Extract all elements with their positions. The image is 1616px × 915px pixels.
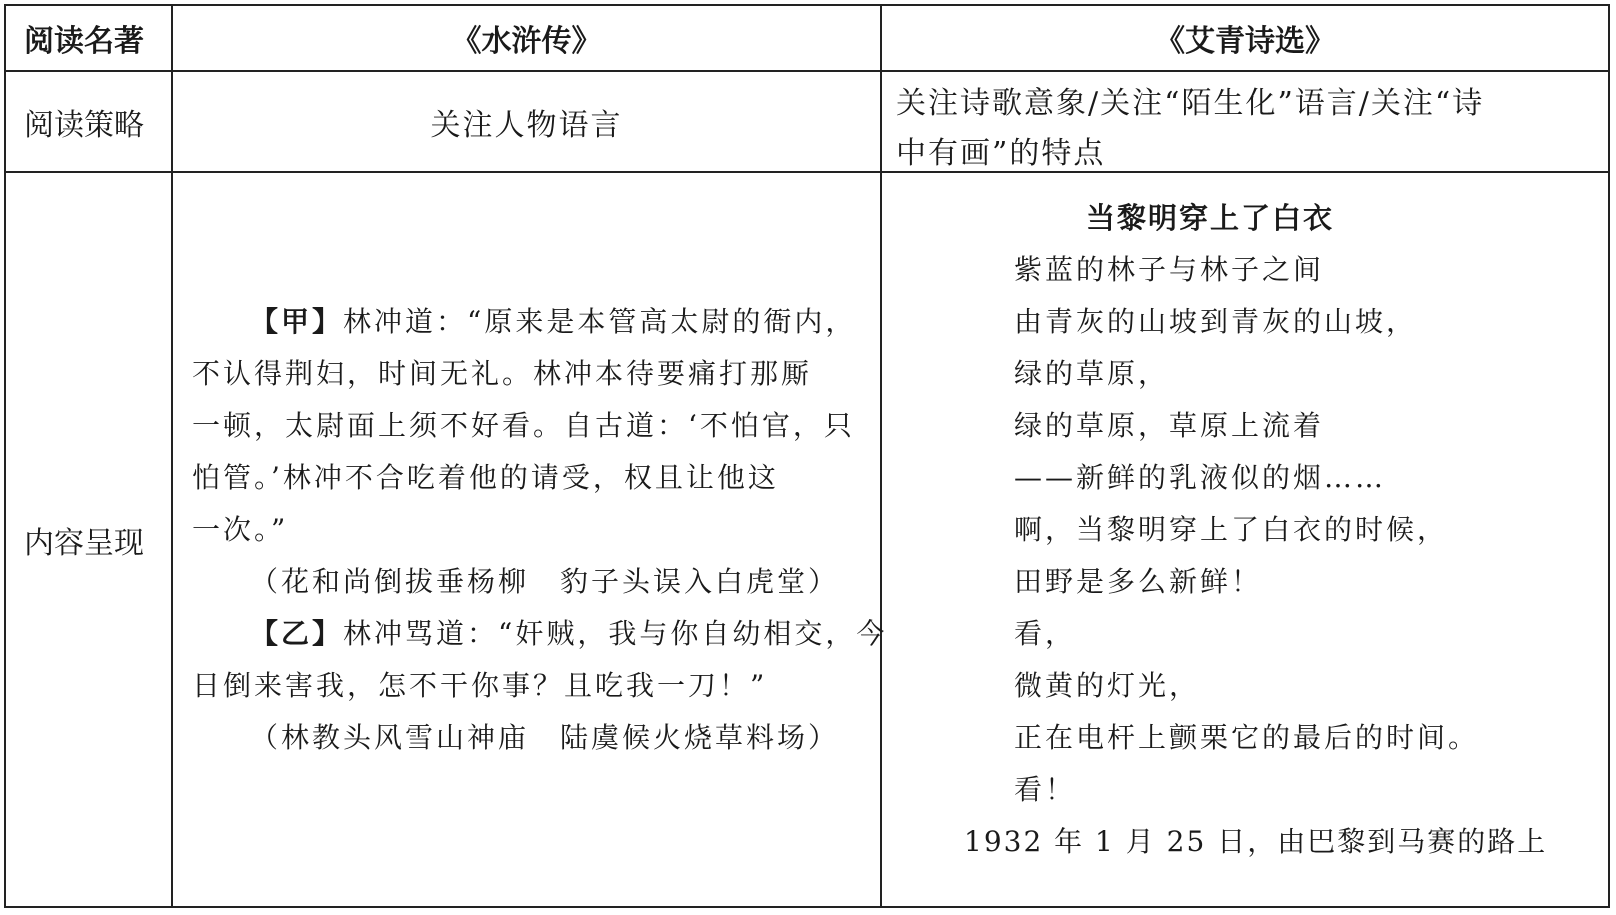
book-title-aiqing: 《艾青诗选》 [1155,24,1335,59]
content-label: 内容呈现 [24,525,144,561]
yi-line2: 日倒来害我，怎不干你事？且吃我一刀！” [192,669,768,702]
poem-line-2: 由青灰的山坡到青灰的山坡， [1014,305,1418,338]
poem-footer: 1932 年 1 月 25 日，由巴黎到马赛的路上 [964,825,1548,858]
strategy-aiqing-line1: 关注诗歌意象/关注“陌生化”语言/关注“诗 [896,86,1485,121]
poem-line-9: 微黄的灯光， [1014,669,1201,702]
poem-line-7: 田野是多么新鲜！ [1014,565,1263,598]
poem-line-5: ——新鲜的乳液似的烟…… [1014,461,1387,494]
jia-source: （花和尚倒拔垂杨柳 豹子头误入白虎堂） [250,565,840,598]
jia-line5: 一次。” [192,513,289,546]
yi-source: （林教头风雪山神庙 陆虞候火烧草料场） [250,721,840,754]
jia-line4: 怕管。’林冲不合吃着他的请受，权且让他这 [192,461,779,494]
poem-line-6: 啊，当黎明穿上了白衣的时候， [1014,513,1449,546]
poem-line-3: 绿的草原， [1014,357,1170,390]
jia-line3: 一顿，太尉面上须不好看。自古道：‘不怕官，只 [192,409,855,442]
yi-line1 [250,612,887,652]
yi-text-1: 林冲骂道：“奸贼，我与你自幼相交，今 [343,617,888,650]
jia-line2: 不认得荆妇，时间无礼。林冲本待要痛打那厮 [192,357,813,390]
poem-line-4: 绿的草原，草原上流着 [1014,409,1325,442]
row-divider-2 [6,171,1608,173]
poem-line-1: 紫蓝的林子与林子之间 [1014,253,1325,286]
strategy-aiqing-line2: 中有画”的特点 [896,136,1106,171]
jia-mark: 【甲】 [250,305,344,338]
strategy-label: 阅读策略 [24,107,144,143]
jia-text-1: 林冲道：“原来是本管高太尉的衙内， [343,305,857,338]
yi-mark: 【乙】 [250,617,344,650]
poem-line-10: 正在电杆上颤栗它的最后的时间。 [1014,721,1480,754]
strategy-shuihu: 关注人物语言 [430,107,623,143]
poem-line-11: 看！ [1014,773,1077,806]
reading-table [4,4,1610,908]
header-label: 阅读名著 [24,24,144,59]
poem-line-8: 看， [1014,617,1077,650]
poem-title: 当黎明穿上了白衣 [1086,201,1335,235]
jia-line1 [250,300,856,340]
col-divider-2 [880,6,882,906]
book-title-shuihu: 《水浒传》 [451,24,602,59]
